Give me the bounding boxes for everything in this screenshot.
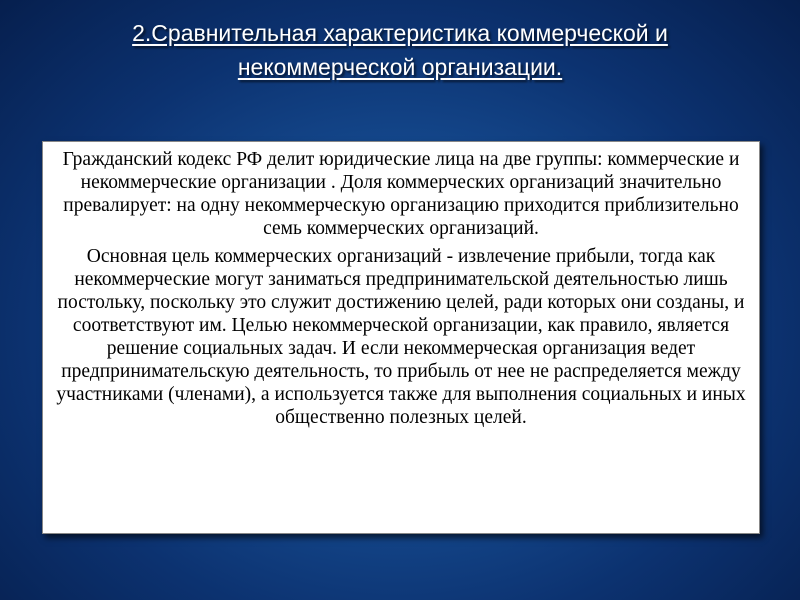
content-text-box [42, 141, 760, 534]
paragraph-civil-code: Гражданский кодекс РФ делит юридические лица на две группы: коммерческие и некоммерческие организации . Доля коммерческих организаций значительно превалирует: на одну некоммерческую организацию приходится приблизительно семь коммерческих организаций. [62, 149, 740, 239]
slide-title-line-1: 2.Сравнительная характеристика коммерческой и [132, 20, 668, 46]
slide-title [40, 16, 760, 84]
slide-title-line-2: некоммерческой организации. [237, 54, 563, 80]
paragraph-main-goal: Основная цель коммерческих организаций - извлечение прибыли, тогда как некоммерческие могут заниматься предпринимательской деятельностью лишь постольку, поскольку это служит достижению целей, ради которых они созданы, и соответствуют им. Целью некоммерческой организации, как правило, является решение социальных задач. И если некоммерческая организация ведет предпринимательскую деятельность, то прибыль от нее не распределяется между участниками (членами), а используется также для выполнения социальных и иных общественно полезных целей. [56, 246, 746, 428]
